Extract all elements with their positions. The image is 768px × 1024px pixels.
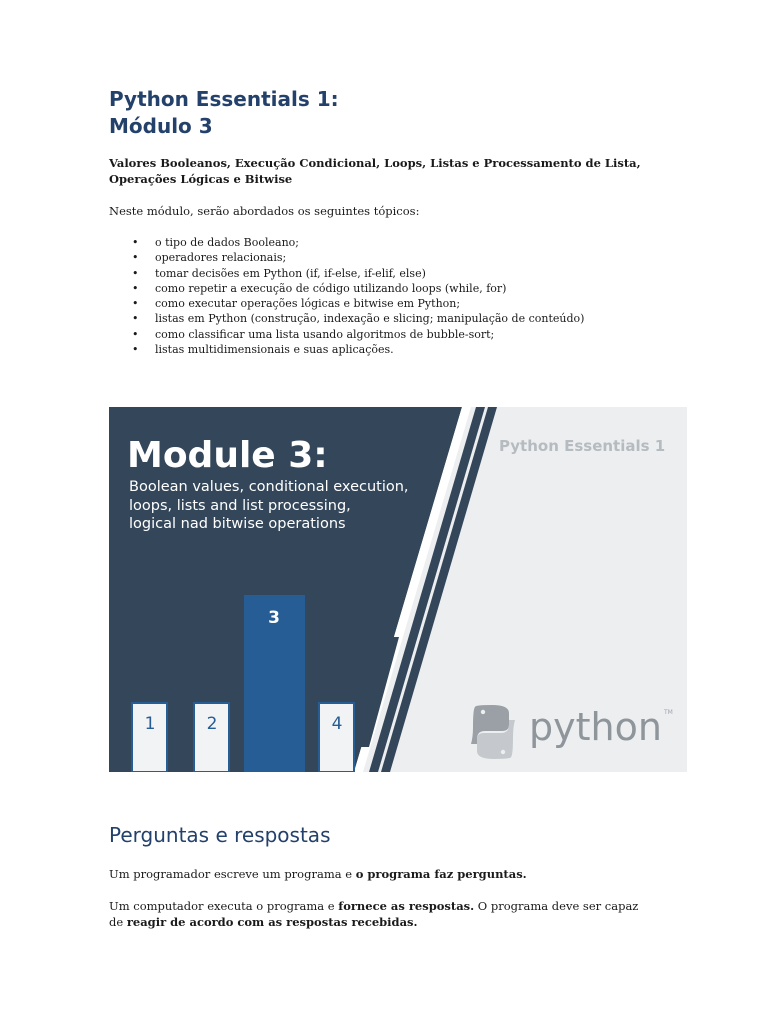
bullet-icon: • xyxy=(132,327,139,341)
banner-graphic xyxy=(109,407,687,772)
bullet-icon: • xyxy=(132,297,139,311)
banner-course-name: Python Essentials 1 xyxy=(499,437,666,455)
paragraph-bold: reagir de acordo com as respostas recebidas. xyxy=(126,915,418,929)
paragraph-2 xyxy=(109,898,649,930)
bullet-icon: • xyxy=(132,343,139,357)
topics-list xyxy=(109,235,689,357)
list-item: • como executar operações lógicas e bitwise em Python; xyxy=(132,297,461,311)
paragraph-bold: o programa faz perguntas. xyxy=(355,867,527,881)
title-line-2: Módulo 3 xyxy=(109,114,213,138)
banner-module-title: Module 3: xyxy=(127,435,328,476)
bullet-icon: • xyxy=(132,236,139,249)
list-item: • o tipo de dados Booleano; xyxy=(132,236,299,249)
module-banner-image xyxy=(109,407,687,772)
bullet-icon: • xyxy=(132,312,139,326)
bullet-icon: • xyxy=(132,266,139,280)
python-trademark: TM xyxy=(664,709,673,716)
bullet-icon: • xyxy=(132,251,139,265)
podium-label-1: 1 xyxy=(144,714,156,734)
podium-label-2: 2 xyxy=(206,714,218,734)
paragraph-text: Um programador escreve um programa e xyxy=(109,867,356,881)
paragraph-1 xyxy=(109,866,649,882)
banner-desc-line-2: loops, lists and list processing, xyxy=(129,498,351,514)
section-title: Perguntas e respostas xyxy=(109,823,331,847)
list-item: • como repetir a execução de código utilizando loops (while, for) xyxy=(132,281,507,295)
module-subtitle xyxy=(109,155,669,187)
python-logo-text: python xyxy=(529,705,662,749)
paragraph-text: Um computador executa o programa e xyxy=(109,899,339,913)
page-title xyxy=(109,86,339,140)
intro-text: Neste módulo, serão abordados os seguintes tópicos: xyxy=(109,204,420,218)
podium-label-4: 4 xyxy=(331,714,343,734)
paragraph-text: de xyxy=(109,915,127,929)
bullet-icon: • xyxy=(132,281,139,295)
list-item: • operadores relacionais; xyxy=(132,251,287,265)
title-line-1: Python Essentials 1: xyxy=(109,87,339,111)
banner-desc-line-1: Boolean values, conditional execution, xyxy=(129,479,409,495)
paragraph-bold: fornece as respostas. xyxy=(338,899,475,913)
list-item: • tomar decisões em Python (if, if-else, if-elif, else) xyxy=(132,266,426,280)
list-item: • listas multidimensionais e suas aplicações. xyxy=(132,343,394,357)
subtitle-line-2: Operações Lógicas e Bitwise xyxy=(109,172,293,186)
banner-desc-line-3: logical nad bitwise operations xyxy=(129,516,346,532)
podium-label-3: 3 xyxy=(268,608,280,628)
subtitle-line-1: Valores Booleanos, Execução Condicional, Loops, Listas e Processamento de Lista, xyxy=(109,156,641,170)
list-item: • listas em Python (construção, indexação e slicing; manipulação de conteúdo) xyxy=(132,312,585,326)
list-item: • como classificar uma lista usando algoritmos de bubble-sort; xyxy=(132,327,495,341)
paragraph-text: O programa deve ser capaz xyxy=(474,899,639,913)
